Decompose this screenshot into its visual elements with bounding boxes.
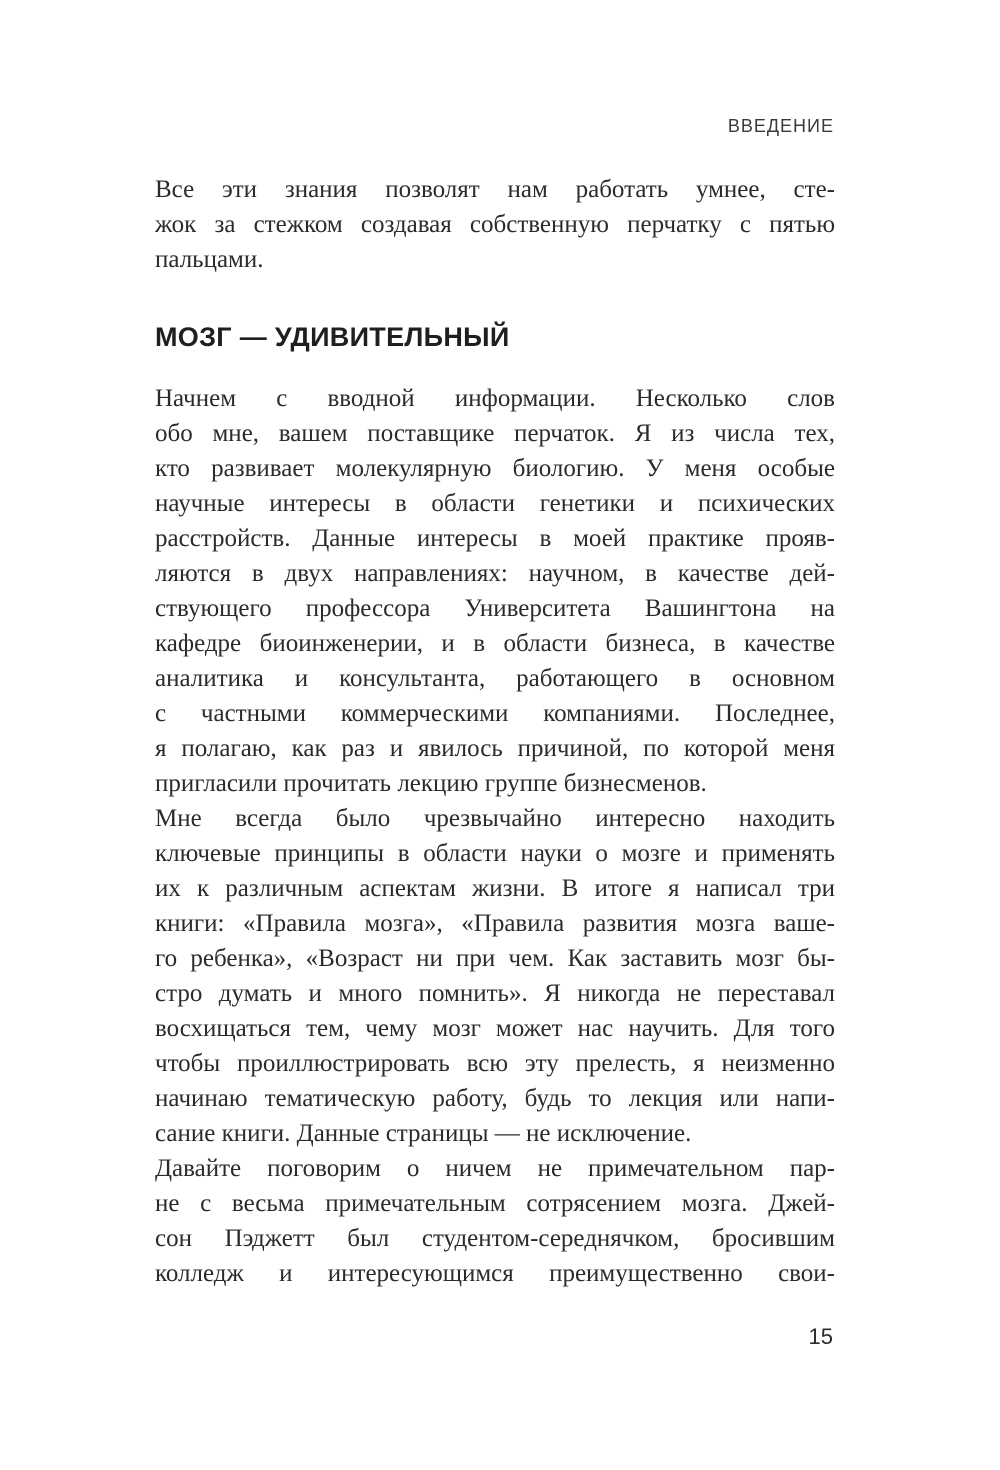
text-line: сание книги. Данные страницы — не исключение. — [155, 1120, 692, 1147]
text-line: ключевые принципы в области науки о мозге и применять — [155, 840, 835, 867]
text-line: Все эти знания позволят нам работать умнее, сте- — [155, 176, 835, 203]
text-line: ствующего профессора Университета Вашингтона на — [155, 595, 835, 622]
paragraph-intro-end — [155, 172, 835, 277]
text-line: стро думать и много помнить». Я никогда не переставал — [155, 980, 835, 1007]
text-line: с частными коммерческими компаниями. Последнее, — [155, 700, 835, 727]
text-line: Начнем с вводной информации. Несколько слов — [155, 385, 835, 412]
text-line: кто развивает молекулярную биологию. У меня особые — [155, 455, 835, 482]
text-line: я полагаю, как раз и явилось причиной, по которой меня — [155, 735, 835, 762]
text-line: ляются в двух направлениях: научном, в качестве дей- — [155, 560, 835, 587]
text-line: расстройств. Данные интересы в моей практике прояв- — [155, 525, 835, 552]
text-line: Мне всегда было чрезвычайно интересно находить — [155, 805, 835, 832]
text-line: аналитика и консультанта, работающего в основном — [155, 665, 835, 692]
text-line: восхищаться тем, чему мозг может нас научить. Для того — [155, 1015, 835, 1042]
page-number: 15 — [808, 1324, 833, 1349]
text-line: пальцами. — [155, 246, 264, 273]
text-line: не с весьма примечательным сотрясением мозга. Джей- — [155, 1190, 835, 1217]
paragraph-books — [155, 801, 835, 1151]
running-head: ВВЕДЕНИЕ — [727, 116, 834, 136]
text-line: жок за стежком создавая собственную перчатку с пятью — [155, 211, 835, 238]
text-line: Давайте поговорим о ничем не примечательном пар- — [155, 1155, 835, 1182]
text-line: го ребенка», «Возраст ни при чем. Как заставить мозг бы- — [155, 945, 835, 972]
section-heading: МОЗГ — УДИВИТЕЛЬНЫЙ — [155, 322, 510, 352]
paragraph-jason-padgett — [155, 1151, 835, 1291]
text-line: начинаю тематическую работу, будь то лекция или напи- — [155, 1085, 835, 1112]
paragraph-author-intro — [155, 381, 835, 801]
text-line: колледж и интересующимся преимущественно свои- — [155, 1260, 835, 1287]
text-line: обо мне, вашем поставщике перчаток. Я из числа тех, — [155, 420, 835, 447]
text-line: сон Пэджетт был студентом-середнячком, бросившим — [155, 1225, 835, 1252]
text-line: чтобы проиллюстрировать всю эту прелесть, я неизменно — [155, 1050, 835, 1077]
text-line: книги: «Правила мозга», «Правила развития мозга ваше- — [155, 910, 835, 937]
text-line: их к различным аспектам жизни. В итоге я написал три — [155, 875, 835, 902]
text-line: научные интересы в области генетики и психических — [155, 490, 835, 517]
text-line: кафедре биоинженерии, и в области бизнеса, в качестве — [155, 630, 835, 657]
text-line: пригласили прочитать лекцию группе бизнесменов. — [155, 770, 707, 797]
